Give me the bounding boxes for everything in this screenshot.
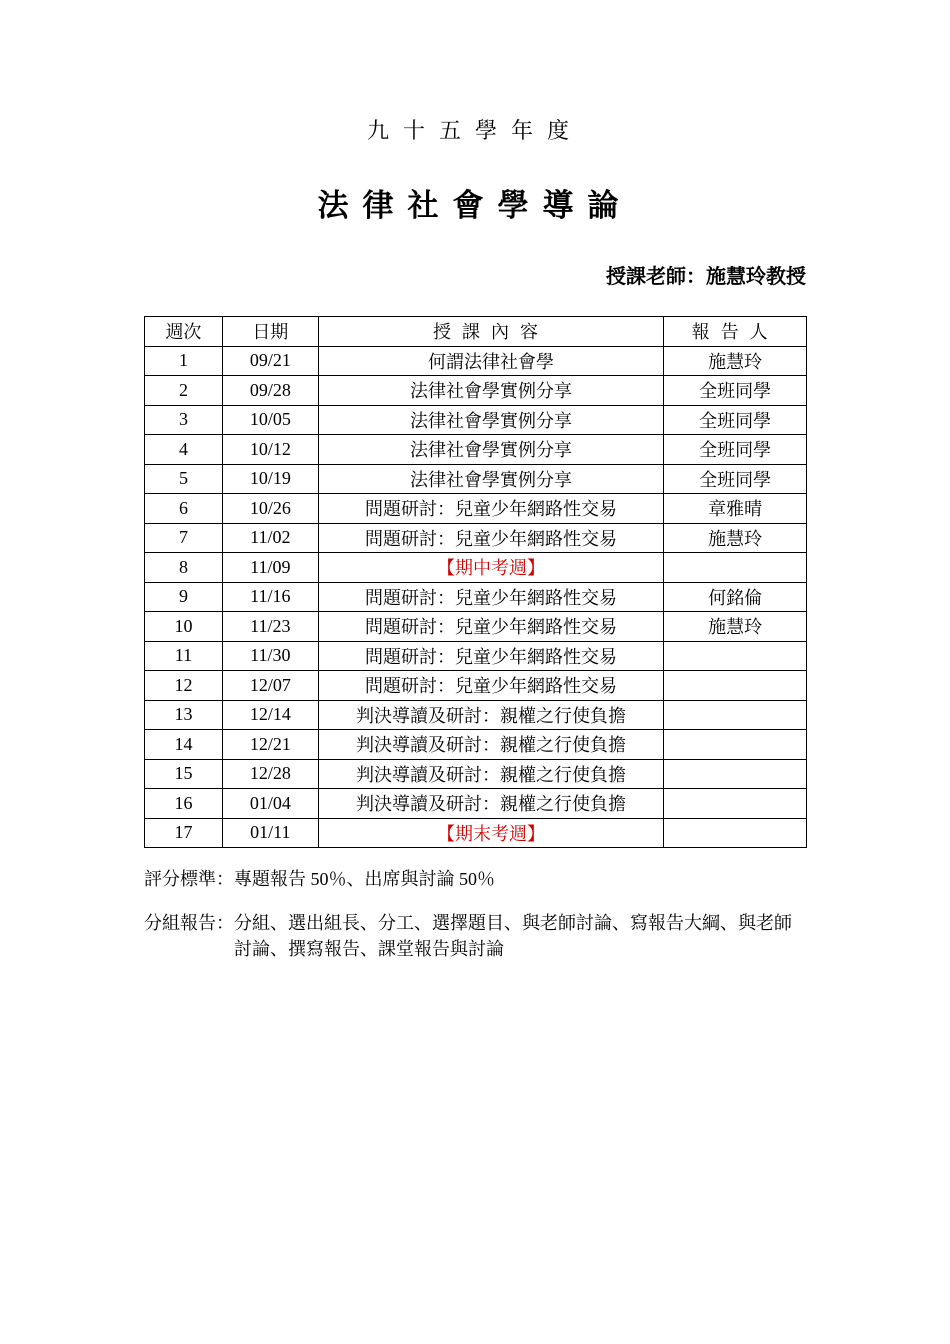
week-cell: 4 — [145, 435, 223, 465]
reporter-cell: 全班同學 — [664, 376, 807, 406]
reporter-cell: 全班同學 — [664, 435, 807, 465]
week-cell: 2 — [145, 376, 223, 406]
date-cell: 12/07 — [222, 671, 318, 701]
content-cell: 判決導讀及研討：親權之行使負擔 — [318, 700, 663, 730]
course-title: 法律社會學導論 — [317, 188, 633, 223]
week-cell: 16 — [145, 789, 223, 819]
content-cell: 法律社會學實例分享 — [318, 464, 663, 494]
week-cell: 15 — [145, 759, 223, 789]
week-cell: 6 — [145, 494, 223, 524]
table-row — [145, 464, 807, 494]
reporter-cell: 全班同學 — [664, 464, 807, 494]
table-row — [145, 346, 807, 376]
grading-note — [144, 866, 794, 892]
date-cell: 11/02 — [222, 523, 318, 553]
week-cell: 14 — [145, 730, 223, 760]
content-cell: 問題研討：兒童少年網路性交易 — [318, 641, 663, 671]
table-row — [145, 553, 807, 583]
week-cell: 7 — [145, 523, 223, 553]
date-cell: 12/14 — [222, 700, 318, 730]
grading-label: 評分標準： — [144, 869, 234, 889]
content-cell: 問題研討：兒童少年網路性交易 — [318, 671, 663, 701]
content-cell: 問題研討：兒童少年網路性交易 — [318, 582, 663, 612]
header-content: 授課內容 — [318, 317, 663, 347]
table-row — [145, 494, 807, 524]
table-row — [145, 671, 807, 701]
table-header-row — [145, 317, 807, 347]
table-row — [145, 612, 807, 642]
reporter-cell — [664, 789, 807, 819]
table-row — [145, 405, 807, 435]
reporter-cell: 施慧玲 — [664, 523, 807, 553]
group-label: 分組報告： — [144, 913, 234, 933]
notes-section — [144, 866, 794, 962]
schedule-table — [144, 316, 807, 848]
reporter-cell: 施慧玲 — [664, 612, 807, 642]
content-cell: 判決導讀及研討：親權之行使負擔 — [318, 789, 663, 819]
table-row — [145, 730, 807, 760]
header-date: 日期 — [222, 317, 318, 347]
week-cell: 11 — [145, 641, 223, 671]
date-cell: 10/26 — [222, 494, 318, 524]
reporter-cell — [664, 641, 807, 671]
week-cell: 10 — [145, 612, 223, 642]
table-row — [145, 818, 807, 848]
date-cell: 11/16 — [222, 582, 318, 612]
content-cell: 法律社會學實例分享 — [318, 405, 663, 435]
table-row — [145, 700, 807, 730]
header-reporter: 報告人 — [664, 317, 807, 347]
content-cell: 【期末考週】 — [318, 818, 663, 848]
content-cell: 【期中考週】 — [318, 553, 663, 583]
date-cell: 10/12 — [222, 435, 318, 465]
content-cell: 法律社會學實例分享 — [318, 376, 663, 406]
group-text: 分組、選出組長、分工、選擇題目、與老師討論、寫報告大綱、與老師討論、撰寫報告、課堂報告與討論 — [234, 913, 792, 959]
content-cell: 判決導讀及研討：親權之行使負擔 — [318, 730, 663, 760]
reporter-cell: 何銘倫 — [664, 582, 807, 612]
content-cell: 問題研討：兒童少年網路性交易 — [318, 523, 663, 553]
table-row — [145, 523, 807, 553]
table-row — [145, 641, 807, 671]
content-cell: 判決導讀及研討：親權之行使負擔 — [318, 759, 663, 789]
table-row — [145, 759, 807, 789]
date-cell: 09/28 — [222, 376, 318, 406]
grading-text: 專題報告 50％、出席與討論 50％ — [234, 869, 495, 889]
date-cell: 12/21 — [222, 730, 318, 760]
content-cell: 問題研討：兒童少年網路性交易 — [318, 494, 663, 524]
reporter-cell: 施慧玲 — [664, 346, 807, 376]
week-cell: 9 — [145, 582, 223, 612]
group-report-note — [144, 910, 794, 962]
week-cell: 8 — [145, 553, 223, 583]
content-cell: 問題研討：兒童少年網路性交易 — [318, 612, 663, 642]
reporter-cell — [664, 759, 807, 789]
week-cell: 3 — [145, 405, 223, 435]
instructor-line: 授課老師：施慧玲教授 — [606, 266, 806, 288]
week-cell: 12 — [145, 671, 223, 701]
table-row — [145, 582, 807, 612]
reporter-cell — [664, 671, 807, 701]
date-cell: 01/04 — [222, 789, 318, 819]
date-cell: 01/11 — [222, 818, 318, 848]
week-cell: 5 — [145, 464, 223, 494]
schedule-body — [145, 346, 807, 848]
reporter-cell: 章雅晴 — [664, 494, 807, 524]
date-cell: 11/23 — [222, 612, 318, 642]
week-cell: 13 — [145, 700, 223, 730]
week-cell: 1 — [145, 346, 223, 376]
week-cell: 17 — [145, 818, 223, 848]
date-cell: 12/28 — [222, 759, 318, 789]
reporter-cell: 全班同學 — [664, 405, 807, 435]
reporter-cell — [664, 553, 807, 583]
date-cell: 09/21 — [222, 346, 318, 376]
content-cell: 何謂法律社會學 — [318, 346, 663, 376]
table-row — [145, 376, 807, 406]
table-row — [145, 435, 807, 465]
reporter-cell — [664, 818, 807, 848]
date-cell: 11/09 — [222, 553, 318, 583]
header-week: 週次 — [145, 317, 223, 347]
date-cell: 10/05 — [222, 405, 318, 435]
content-cell: 法律社會學實例分享 — [318, 435, 663, 465]
table-row — [145, 789, 807, 819]
academic-year: 九十五學年度 — [366, 118, 583, 143]
date-cell: 11/30 — [222, 641, 318, 671]
reporter-cell — [664, 730, 807, 760]
date-cell: 10/19 — [222, 464, 318, 494]
reporter-cell — [664, 700, 807, 730]
